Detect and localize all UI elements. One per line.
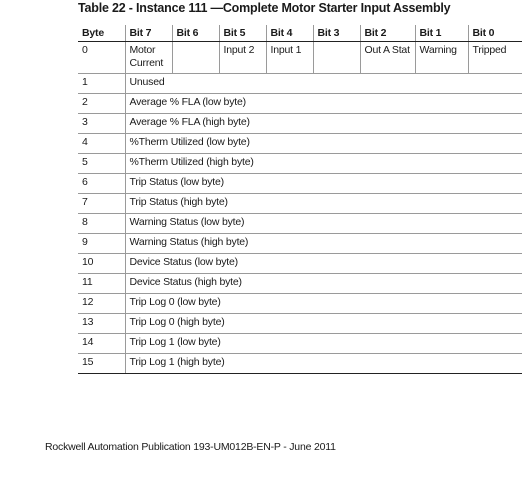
bit-4-cell: Input 1 (266, 42, 313, 74)
byte-number: 3 (78, 114, 125, 134)
table-row (78, 274, 522, 294)
byte-number: 12 (78, 294, 125, 314)
byte-number: 10 (78, 254, 125, 274)
byte-number: 4 (78, 134, 125, 154)
byte-number: 5 (78, 154, 125, 174)
header-bit-7: Bit 7 (125, 25, 172, 42)
byte-description: Trip Log 1 (low byte) (125, 334, 522, 354)
publication-footer: Rockwell Automation Publication 193-UM012B-EN-P - June 2011 (45, 441, 336, 453)
byte-number: 1 (78, 74, 125, 94)
byte-description: Device Status (high byte) (125, 274, 522, 294)
byte-description: Trip Log 0 (high byte) (125, 314, 522, 334)
bit-5-cell: Input 2 (219, 42, 266, 74)
table-row (78, 134, 522, 154)
byte-description: Trip Status (high byte) (125, 194, 522, 214)
byte-description: %Therm Utilized (low byte) (125, 134, 522, 154)
header-bit-1: Bit 1 (415, 25, 468, 42)
byte-number: 2 (78, 94, 125, 114)
byte-description: Average % FLA (low byte) (125, 94, 522, 114)
byte-number: 6 (78, 174, 125, 194)
table-row (78, 334, 522, 354)
table-row (78, 234, 522, 254)
byte-description: Device Status (low byte) (125, 254, 522, 274)
table-row (78, 254, 522, 274)
byte-description: Warning Status (low byte) (125, 214, 522, 234)
header-bit-0: Bit 0 (468, 25, 522, 42)
table-row (78, 294, 522, 314)
byte-description: Average % FLA (high byte) (125, 114, 522, 134)
header-bit-6: Bit 6 (172, 25, 219, 42)
bit-3-cell (313, 42, 360, 74)
bit-0-cell: Tripped (468, 42, 522, 74)
header-byte: Byte (78, 25, 125, 42)
byte-description: Warning Status (high byte) (125, 234, 522, 254)
table-header-row (78, 25, 522, 42)
table-row (78, 194, 522, 214)
byte-description: Trip Status (low byte) (125, 174, 522, 194)
table-row (78, 214, 522, 234)
table-row (78, 354, 522, 374)
byte-description: Unused (125, 74, 522, 94)
bit-6-cell (172, 42, 219, 74)
header-bit-4: Bit 4 (266, 25, 313, 42)
header-bit-3: Bit 3 (313, 25, 360, 42)
table-row (78, 174, 522, 194)
table-row (78, 74, 522, 94)
byte-description: Trip Log 0 (low byte) (125, 294, 522, 314)
byte-number: 9 (78, 234, 125, 254)
table-row (78, 314, 522, 334)
table-row (78, 94, 522, 114)
bit-2-cell: Out A Stat (360, 42, 415, 74)
bit-1-cell: Warning (415, 42, 468, 74)
table-row (78, 114, 522, 134)
byte-number: 14 (78, 334, 125, 354)
byte-description: %Therm Utilized (high byte) (125, 154, 522, 174)
byte-number: 13 (78, 314, 125, 334)
byte-number: 8 (78, 214, 125, 234)
header-bit-5: Bit 5 (219, 25, 266, 42)
table-row (78, 42, 522, 74)
byte-number: 11 (78, 274, 125, 294)
byte-number: 15 (78, 354, 125, 374)
byte-description: Trip Log 1 (high byte) (125, 354, 522, 374)
byte-number: 0 (78, 42, 125, 74)
byte-number: 7 (78, 194, 125, 214)
table-caption: Table 22 - Instance 111 —Complete Motor Starter Input Assembly (78, 1, 451, 15)
header-bit-2: Bit 2 (360, 25, 415, 42)
table-row (78, 154, 522, 174)
bit-7-cell: Motor Current (125, 42, 172, 74)
input-assembly-table (78, 25, 522, 374)
